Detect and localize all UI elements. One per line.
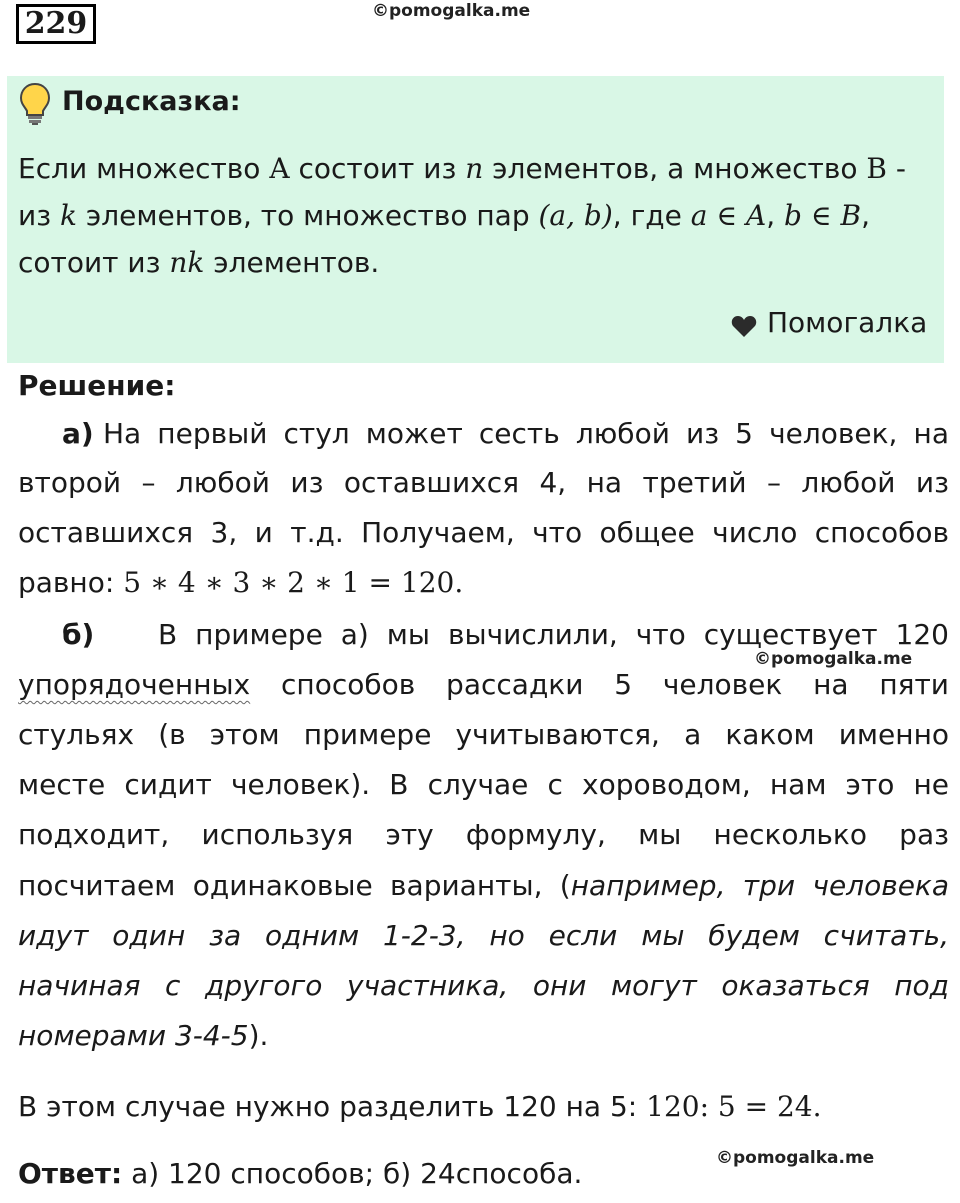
part-a-line-1: На первый стул может сесть любой из 5 человек, на — [103, 417, 949, 450]
watermark-bottom: ©pomogalka.me — [716, 1148, 875, 1168]
part-b-line-4: месте сидит человек). В случае с хороводом, нам это не — [18, 768, 949, 801]
part-b-label: б) — [62, 618, 95, 651]
divide-line: В этом случае нужно разделить 120 на 5: 120: 5 = 24. — [18, 1090, 822, 1123]
hint-line-3: сотоит из nk элементов. — [18, 246, 380, 279]
answer-text: а) 120 способов; б) 24способа. — [122, 1157, 583, 1190]
solution-heading: Решение: — [18, 369, 176, 402]
part-b-line-7: идут один за одним 1-2-3, но если мы будем считать, — [18, 919, 949, 952]
hint-line-1: Если множество A состоит из n элементов, а множество B - — [18, 152, 906, 185]
hint-line-2: из k элементов, то множество пар (a, b), где a ∈ A, b ∈ B, — [18, 199, 870, 232]
part-a-line-4: равно: 5 ∗ 4 ∗ 3 ∗ 2 ∗ 1 = 120. — [18, 566, 464, 599]
part-a-label: а) — [62, 417, 94, 450]
part-b-line-5: подходит, используя эту формулу, мы несколько раз — [18, 818, 949, 851]
divide-formula: 120: 5 = 24. — [646, 1090, 822, 1123]
watermark-middle: ©pomogalka.me — [754, 649, 913, 669]
hint-title: Подсказка: — [62, 86, 241, 117]
part-b-line-6: посчитаем одинаковые варианты, (например, три человека — [18, 869, 949, 902]
watermark-top: ©pomogalka.me — [372, 1, 531, 21]
part-b-line-2: упорядоченных способов рассадки 5 человек на пяти — [18, 668, 950, 701]
answer-line — [18, 1157, 582, 1190]
part-b-line-1: В примере а) мы вычислили, что существует 120 — [158, 618, 949, 651]
part-a-line-3: оставшихся 3, и т.д. Получаем, что общее число способов — [18, 516, 949, 549]
answer-label: Ответ: — [18, 1157, 123, 1190]
part-b-line-9: номерами 3-4-5). — [18, 1019, 269, 1052]
part-b-line-8: начиная с другого участника, они могут оказаться под — [18, 969, 949, 1002]
lightbulb-icon — [19, 82, 51, 126]
heart-icon — [731, 314, 757, 338]
part-a-line-2: второй – любой из оставшихся 4, на третий – любой из — [18, 466, 949, 499]
hint-brand: Помогалка — [767, 306, 928, 339]
part-b-line-3: стульях (в этом примере учитываются, а каком именно — [18, 718, 949, 751]
part-a-formula: 5 ∗ 4 ∗ 3 ∗ 2 ∗ 1 = 120. — [123, 566, 464, 599]
task-number: 229 — [16, 4, 96, 44]
